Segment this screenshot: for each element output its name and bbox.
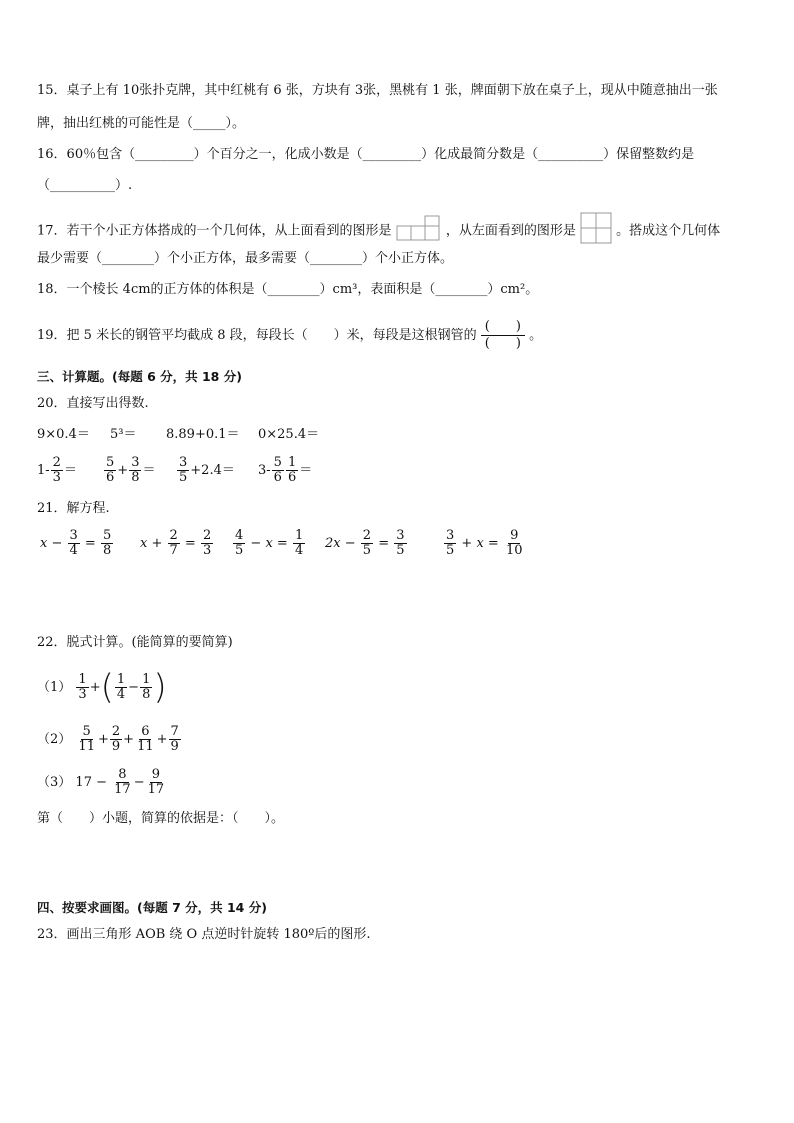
fraction bbox=[51, 456, 63, 485]
fraction bbox=[444, 529, 456, 558]
eq-mid: − x = bbox=[250, 536, 288, 551]
operator: + bbox=[117, 463, 129, 478]
numerator: 2 bbox=[169, 528, 178, 543]
q15-line1: 15．桌子上有 10张扑克牌，其中红桃有 6 张，方块有 3张，黑桃有 1 张，牌面朝下放在桌子上，现从中随意抽出一张 bbox=[37, 83, 718, 98]
denominator: 8 bbox=[131, 470, 140, 485]
equals: = bbox=[84, 536, 96, 551]
numerator: 1 bbox=[116, 672, 126, 687]
q20-r2d bbox=[258, 453, 312, 489]
numerator: 3 bbox=[396, 528, 405, 543]
fraction bbox=[394, 529, 406, 558]
denominator: 7 bbox=[169, 543, 178, 558]
denominator: 6 bbox=[106, 470, 115, 485]
numerator: 5 bbox=[82, 724, 91, 739]
q22-part3 bbox=[37, 763, 167, 803]
right-paren: ) bbox=[153, 667, 167, 708]
numerator: 2 bbox=[111, 724, 121, 739]
q20-r2a-pre: 1- bbox=[37, 463, 50, 478]
q19-blank-fraction bbox=[481, 319, 525, 352]
denominator: 6 bbox=[287, 470, 297, 485]
section3-title: 三、计算题。(每题 6 分，共 18 分) bbox=[37, 369, 242, 384]
q16-line1: 16．60％包含（_________）个百分之一，化成小数是（_________）化成最简分数是（__________）保留整数约是 bbox=[37, 147, 695, 162]
part-label: （1） bbox=[37, 680, 72, 695]
q20-r2a bbox=[37, 453, 77, 489]
q16-line2: （__________）. bbox=[37, 178, 133, 193]
part-label: （2） bbox=[37, 732, 72, 747]
fraction bbox=[146, 768, 167, 797]
denominator: 5 bbox=[362, 543, 372, 558]
numerator: 3 bbox=[69, 528, 78, 543]
fraction bbox=[272, 456, 284, 485]
q21-eq3 bbox=[232, 526, 306, 562]
section4-title: 四、按要求画图。(每题 7 分，共 14 分) bbox=[37, 900, 267, 915]
fraction bbox=[504, 529, 525, 558]
operator: + bbox=[156, 732, 168, 747]
denominator: 6 bbox=[273, 470, 282, 485]
q17-line1 bbox=[37, 212, 720, 250]
numerator: 8 bbox=[118, 767, 127, 782]
numerator: 2 bbox=[52, 455, 61, 470]
fraction bbox=[177, 456, 189, 485]
denominator: 4 bbox=[294, 543, 304, 558]
denominator: 11 bbox=[78, 739, 95, 754]
fraction bbox=[112, 768, 133, 797]
numerator: 2 bbox=[202, 528, 212, 543]
numerator: 6 bbox=[141, 724, 150, 739]
denominator: 17 bbox=[147, 782, 165, 797]
q20-r2a-post: ＝ bbox=[63, 463, 77, 478]
q20-row1-item: 8.89+0.1＝ bbox=[166, 427, 240, 442]
left-paren: ( bbox=[100, 667, 114, 708]
denominator: 8 bbox=[102, 543, 112, 558]
part-label: （3） bbox=[37, 775, 72, 790]
eq-lhs: x + bbox=[140, 536, 163, 551]
q17-part1: 17．若干个小正方体搭成的一个几何体，从上面看到的图形是 bbox=[37, 223, 392, 239]
q22-footer: 第（ ）小题，简算的依据是：（ ）。 bbox=[37, 811, 285, 826]
operator: − bbox=[128, 680, 140, 695]
q17-part3: 。搭成这个几何体 bbox=[616, 223, 721, 239]
q20-row1-item: 0×25.4＝ bbox=[258, 427, 320, 442]
numerator: 3 bbox=[131, 455, 140, 470]
fraction bbox=[115, 673, 127, 702]
q18-line1: 18．一个棱长 4cm的正方体的体积是（________）cm³，表面积是（________）cm²。 bbox=[37, 282, 539, 297]
fraction bbox=[110, 725, 122, 754]
denominator: 11 bbox=[137, 739, 154, 754]
fraction bbox=[76, 673, 88, 702]
top-view-grid-icon bbox=[396, 215, 442, 247]
left-view-grid-icon bbox=[580, 212, 612, 250]
fraction bbox=[101, 529, 113, 558]
numerator: 3 bbox=[179, 455, 188, 470]
q20-row1-item: 5³＝ bbox=[110, 427, 137, 442]
fraction bbox=[286, 456, 298, 485]
fraction bbox=[293, 529, 305, 558]
fraction bbox=[76, 725, 97, 754]
q20-r2b bbox=[103, 453, 155, 489]
q22-part1 bbox=[37, 668, 167, 708]
eq-mid: + x = bbox=[461, 536, 499, 551]
q19-den: ( ) bbox=[484, 336, 521, 351]
q22-p3-lead: 17 − bbox=[75, 775, 107, 790]
operator: + bbox=[89, 680, 101, 695]
q15-line2: 牌，抽出红桃的可能性是（_____）。 bbox=[37, 116, 246, 131]
q19-part1: 19．把 5 米长的钢管平均截成 8 段，每段长（ ）米，每段是这根钢管的 bbox=[37, 328, 477, 343]
numerator: 5 bbox=[106, 455, 115, 470]
q20-r2d-post: ＝ bbox=[299, 463, 313, 478]
q20-title: 20．直接写出得数. bbox=[37, 396, 149, 411]
fraction bbox=[135, 725, 156, 754]
numerator: 1 bbox=[142, 672, 151, 687]
numerator: 4 bbox=[235, 528, 244, 543]
fraction bbox=[68, 529, 80, 558]
eq-lhs: 2x − bbox=[325, 536, 356, 551]
denominator: 10 bbox=[505, 543, 523, 558]
numerator: 1 bbox=[78, 672, 87, 687]
equals: = bbox=[378, 536, 390, 551]
equals: = bbox=[184, 536, 196, 551]
q20-r2c bbox=[176, 453, 235, 489]
q19-num: ( ) bbox=[481, 319, 525, 336]
denominator: 9 bbox=[170, 739, 179, 754]
numerator: 9 bbox=[151, 767, 160, 782]
denominator: 8 bbox=[142, 687, 151, 702]
fraction bbox=[233, 529, 245, 558]
numerator: 1 bbox=[287, 455, 297, 470]
denominator: 4 bbox=[69, 543, 78, 558]
numerator: 7 bbox=[170, 724, 179, 739]
q19-end: 。 bbox=[529, 328, 543, 343]
numerator: 3 bbox=[446, 528, 455, 543]
numerator: 5 bbox=[102, 528, 112, 543]
q17-part2: ，从左面看到的图形是 bbox=[445, 223, 576, 239]
q23-line1: 23．画出三角形 AOB 绕 O 点逆时针旋转 180º后的图形. bbox=[37, 927, 371, 942]
fraction bbox=[168, 529, 180, 558]
fraction bbox=[169, 725, 181, 754]
q22-title: 22．脱式计算。(能简算的要简算) bbox=[37, 635, 233, 650]
q20-r2c-post: +2.4＝ bbox=[190, 463, 235, 478]
denominator: 4 bbox=[116, 687, 126, 702]
q17-line2: 最少需要（________）个小正方体，最多需要（________）个小正方体。 bbox=[37, 251, 454, 266]
operator: − bbox=[133, 775, 145, 790]
denominator: 5 bbox=[396, 543, 405, 558]
denominator: 3 bbox=[78, 687, 87, 702]
q20-r2b-post: ＝ bbox=[142, 463, 156, 478]
denominator: 3 bbox=[52, 470, 61, 485]
denominator: 5 bbox=[179, 470, 188, 485]
numerator: 9 bbox=[510, 528, 519, 543]
q19-line1 bbox=[37, 316, 542, 356]
q21-eq1 bbox=[40, 526, 114, 562]
fraction bbox=[129, 456, 141, 485]
q20-r2d-pre: 3- bbox=[258, 463, 271, 478]
denominator: 5 bbox=[446, 543, 455, 558]
q22-part2 bbox=[37, 720, 182, 760]
q21-eq2 bbox=[140, 526, 214, 562]
denominator: 5 bbox=[235, 543, 244, 558]
q21-title: 21．解方程. bbox=[37, 501, 110, 516]
operator: + bbox=[97, 732, 109, 747]
numerator: 1 bbox=[294, 528, 304, 543]
numerator: 5 bbox=[273, 455, 282, 470]
q20-row1-item: 9×0.4＝ bbox=[37, 427, 90, 442]
denominator: 3 bbox=[202, 543, 212, 558]
fraction bbox=[361, 529, 373, 558]
q21-eq4 bbox=[325, 526, 408, 562]
q21-eq5 bbox=[443, 526, 526, 562]
numerator: 2 bbox=[362, 528, 372, 543]
operator: + bbox=[123, 732, 135, 747]
eq-lhs: x − bbox=[40, 536, 63, 551]
fraction bbox=[140, 673, 152, 702]
fraction bbox=[104, 456, 116, 485]
denominator: 9 bbox=[111, 739, 121, 754]
denominator: 17 bbox=[114, 782, 131, 797]
fraction bbox=[201, 529, 213, 558]
